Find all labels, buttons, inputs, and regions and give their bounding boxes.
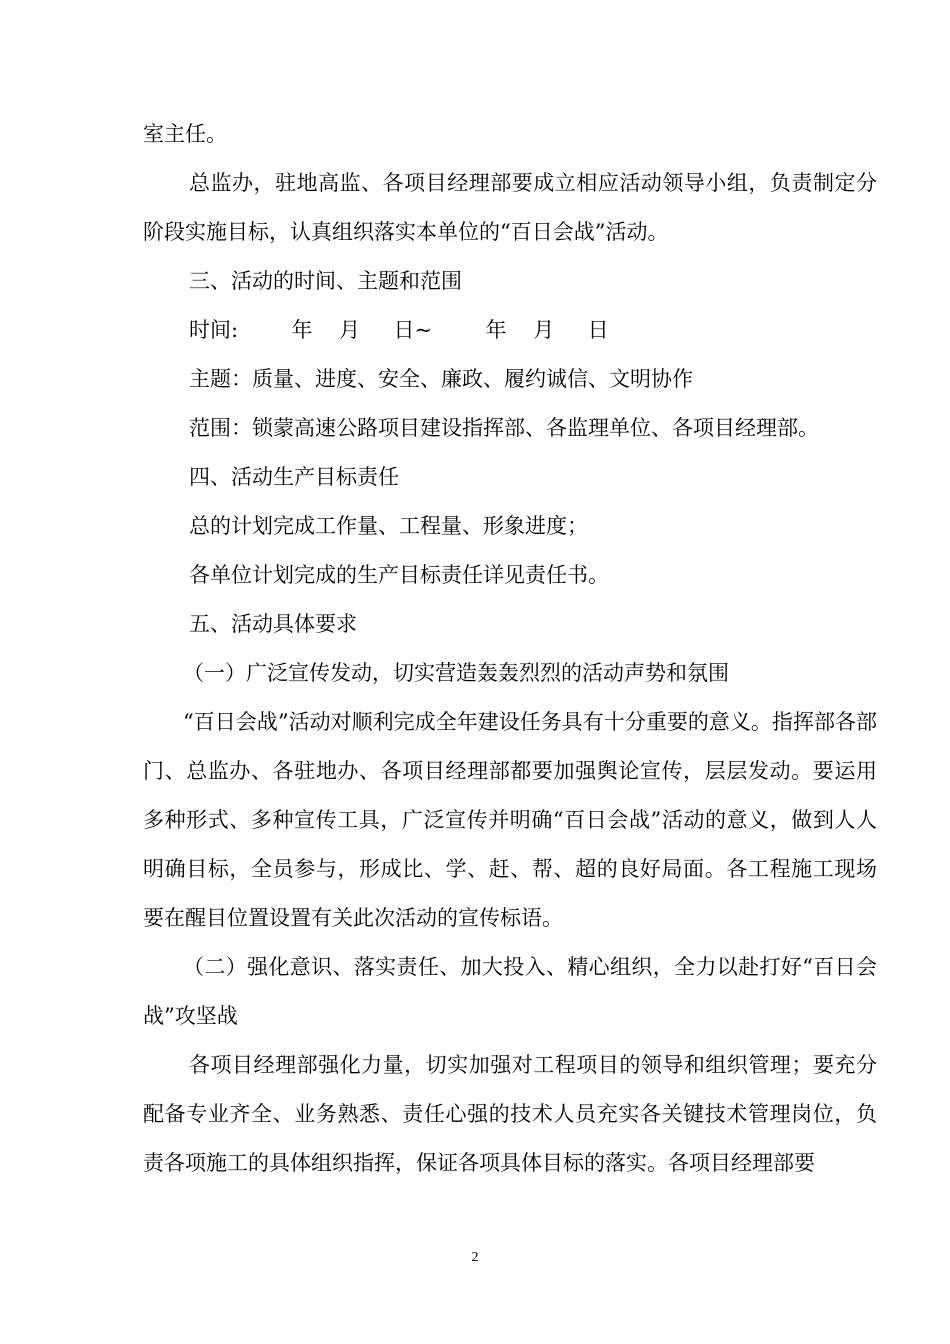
paragraph-leadership-groups: 总监办，驻地高监、各项目经理部要成立相应活动领导小组，负责制定分阶段实施目标，认真组织落实本单位的“百日会战”活动。 — [143, 171, 877, 244]
paragraph-organization: 各项目经理部强化力量，切实加强对工程项目的领导和组织管理；要充分配备专业齐全、业务熟悉、责任心强的技术人员充实各关键技术管理岗位，负责各项施工的具体组织指挥，保证各项具体目标的落实。各项目经理部要 — [143, 1053, 877, 1175]
paragraph-time: 时间: 年 月 日~ 年 月 日 — [189, 318, 609, 342]
paragraph-scope: 范围：锁蒙高速公路项目建设指挥部、各监理单位、各项目经理部。 — [189, 416, 819, 440]
paragraph-theme: 主题：质量、进度、安全、廉政、履约诚信、文明协作 — [189, 367, 693, 391]
paragraph-total-plan: 总的计划完成工作量、工程量、形象进度； — [189, 514, 588, 538]
paragraph-continuation: 室主任。 — [143, 122, 227, 146]
page-number: 2 — [471, 1250, 479, 1265]
section-heading-5: 五、活动具体要求 — [189, 612, 357, 636]
paragraph-responsibility: 各单位计划完成的生产目标责任详见责任书。 — [189, 563, 609, 587]
paragraph-publicity: “百日会战”活动对顺利完成全年建设任务具有十分重要的意义。指挥部各部门、总监办、各驻地办、各项目经理部都要加强舆论宣传，层层发动。要运用多种形式、多种宣传工具，广泛宣传并明确“百日会战”活动的意义，做到人人明确目标，全员参与，形成比、学、赶、帮、超的良好局面。各工程施工现场要在醒目位置设置有关此次活动的宣传标语。 — [143, 710, 877, 930]
subsection-heading-2: （二）强化意识、落实责任、加大投入、精心组织，全力以赴打好“百日会战”攻坚战 — [143, 955, 877, 1028]
section-heading-4: 四、活动生产目标责任 — [189, 465, 399, 489]
section-heading-3: 三、活动的时间、主题和范围 — [189, 269, 462, 293]
document-body — [143, 110, 877, 1188]
subsection-heading-1: （一）广泛宣传发动，切实营造轰轰烈烈的活动声势和氛围 — [183, 661, 729, 685]
